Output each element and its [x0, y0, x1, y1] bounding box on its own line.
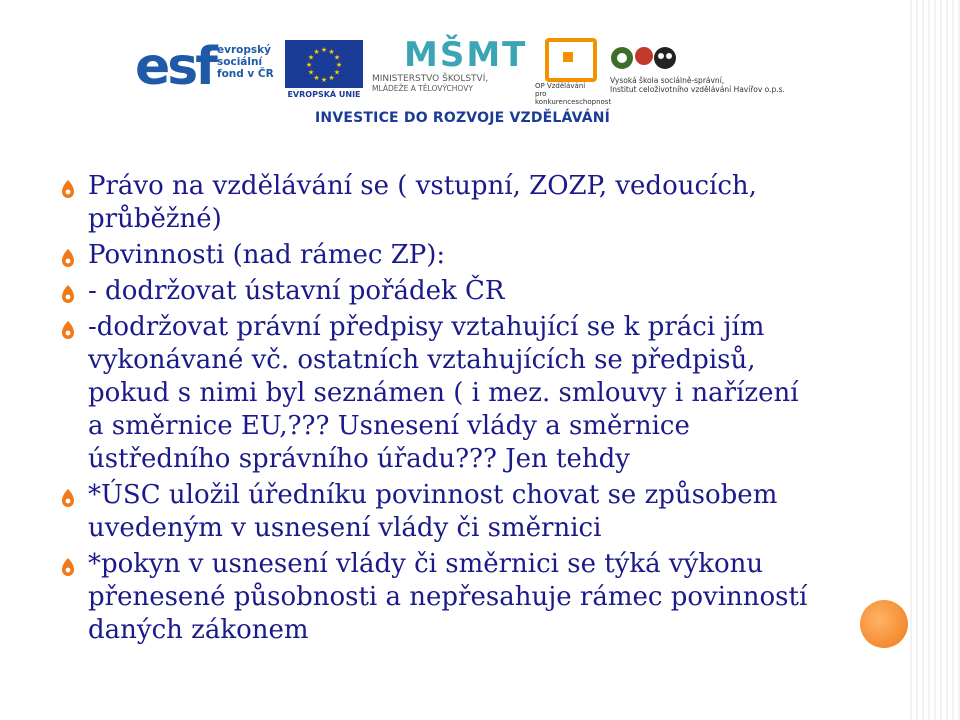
eu-flag-icon	[285, 40, 363, 88]
opvk-text: OP Vzdělávání pro konkurenceschopnost	[535, 82, 612, 106]
logo-strip	[130, 30, 810, 140]
bullet-text: - dodržovat ústavní pořádek ČR	[88, 276, 505, 306]
svg-text:★: ★	[307, 68, 315, 77]
decorative-stripes	[910, 0, 960, 720]
bullet-text: Právo na vzdělávání se ( vstupní, ZOZP, vedoucích, průběžné)	[88, 171, 757, 234]
vsss-emblem-icon	[610, 40, 810, 76]
list-item	[60, 479, 850, 545]
list-item	[60, 275, 850, 308]
svg-text:★: ★	[320, 76, 328, 84]
svg-text:★: ★	[335, 61, 343, 69]
list-item	[60, 170, 850, 236]
list-item	[60, 311, 850, 476]
bullet-icon	[60, 175, 76, 195]
svg-text:★: ★	[333, 68, 341, 77]
bullet-icon	[60, 316, 76, 336]
opvk-box-icon	[545, 38, 597, 82]
svg-text:★: ★	[305, 61, 313, 69]
bullet-text: Povinnosti (nad rámec ZP):	[88, 240, 446, 270]
bullet-icon	[60, 280, 76, 300]
bullet-text: *ÚSC uložil úředníku povinnost chovat se způsobem uvedeným v usnesení vlády či směrnici	[88, 480, 778, 543]
svg-text:★: ★	[313, 74, 320, 82]
list-item	[60, 548, 850, 647]
bullet-icon	[60, 244, 76, 264]
vsss-text: Vysoká škola sociálně-správní, Institut celoživotního vzdělávání Havířov o.p.s.	[610, 76, 785, 94]
esf-logo	[135, 38, 275, 98]
bullet-text: -dodržovat právní předpisy vztahující se k práci jím vykonávané vč. ostatních vztahujících se předpisů, pokud s nimi byl seznámen ( i mez. smlouvy i nařízení a směrnice EU,??? Usnesení vlády a směrnice ústředního správního úřadu??? Jen tehdy	[88, 312, 799, 474]
msmt-logo	[368, 35, 528, 106]
msmt-line2: MLÁDEŽE A TĚLOVÝCHOVY	[372, 84, 473, 93]
list-item	[60, 239, 850, 272]
bullet-icon	[60, 484, 76, 504]
msmt-mark: MŠMT	[404, 35, 528, 75]
svg-text:★: ★	[307, 53, 315, 62]
svg-text:★: ★	[328, 74, 335, 82]
msmt-line1: MINISTERSTVO ŠKOLSTVÍ,	[372, 74, 489, 84]
bullet-text: *pokyn v usnesení vlády či směrnici se týká výkonu přenesené působnosti a nepřesahuje rámec povinností daných zákonem	[88, 549, 808, 645]
eu-logo	[285, 40, 363, 100]
bullet-icon	[60, 553, 76, 573]
svg-text:★: ★	[333, 53, 341, 62]
svg-text:★: ★	[328, 48, 335, 56]
svg-text:★: ★	[320, 46, 328, 54]
banner-investice: INVESTICE DO ROZVOJE VZDĚLÁVÁNÍ	[315, 110, 611, 126]
bullet-list	[60, 170, 850, 650]
esf-mark: esf	[135, 37, 215, 97]
esf-text: evropský sociální fond v ČR	[217, 44, 274, 80]
decorative-orange-circle	[860, 600, 908, 648]
eu-caption: EVROPSKÁ UNIE	[287, 90, 361, 99]
svg-text:★: ★	[313, 48, 320, 56]
vsss-logo	[610, 40, 810, 110]
opvk-logo	[535, 38, 615, 113]
